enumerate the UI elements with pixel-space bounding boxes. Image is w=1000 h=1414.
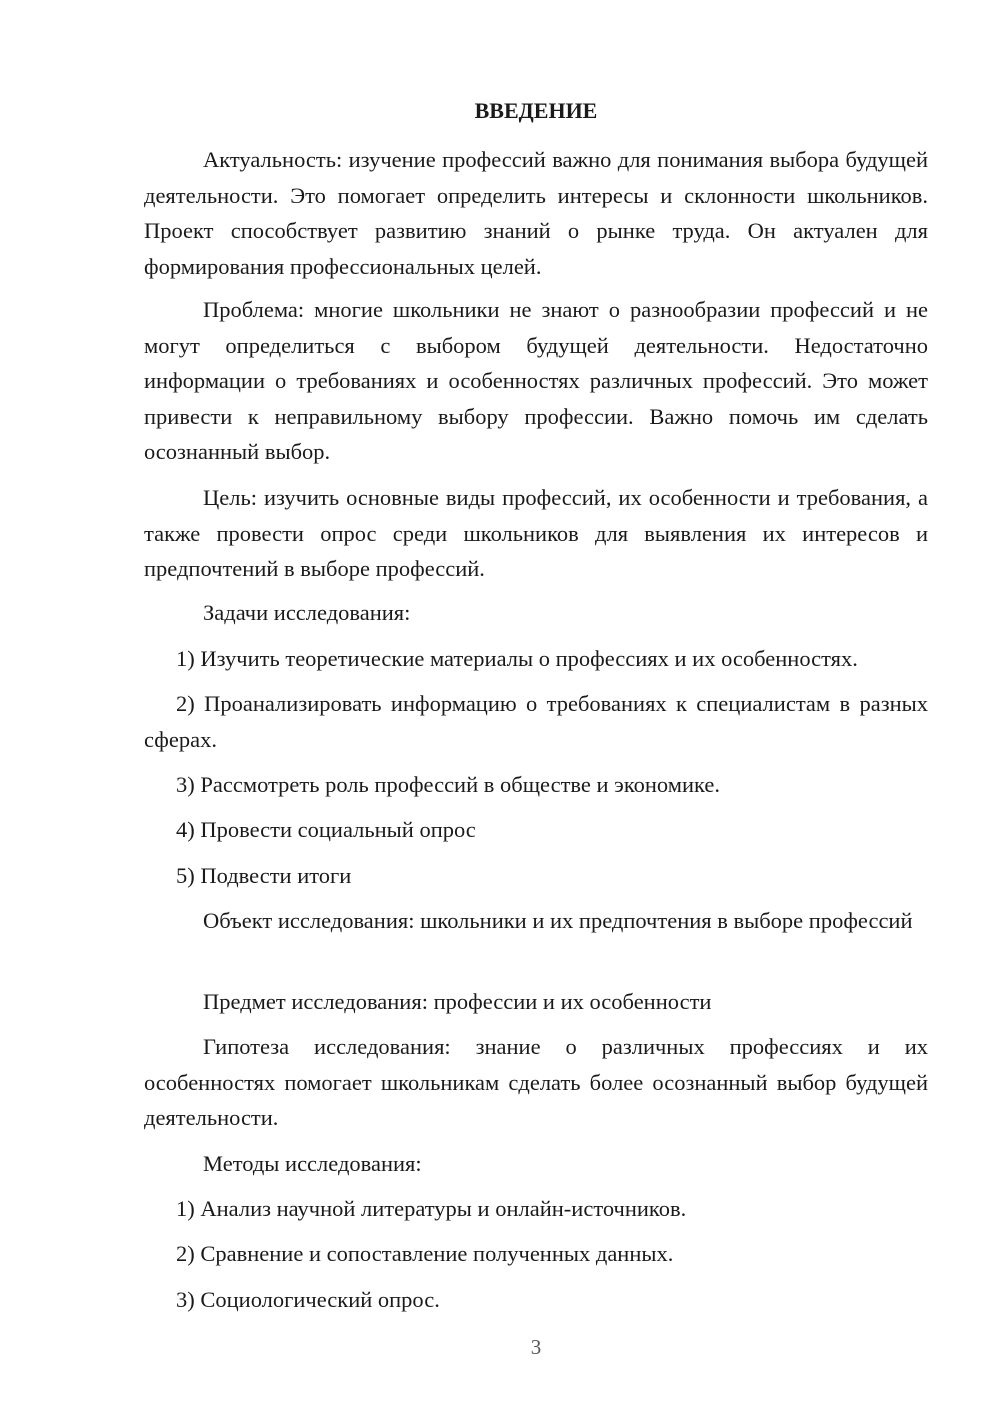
subject-paragraph: Предмет исследования: профессии и их особенности [203, 989, 712, 1014]
page-number: 3 [530, 1335, 542, 1359]
task-item: 3) Рассмотреть роль профессий в обществе и экономике. [176, 772, 720, 797]
tasks-heading: Задачи исследования: [203, 600, 411, 625]
problem-paragraph: Проблема: многие школьники не знают о разнообразии профессий и не могут определиться с выбором будущей деятельности. Недостаточно информации о требованиях и особенностях различных профессий. Это может привести к неправильному выбору профессии. Важно помочь им сделать осознанный выбор. [144, 297, 928, 464]
methods-heading: Методы исследования: [203, 1151, 422, 1176]
page-title: ВВЕДЕНИЕ [474, 98, 598, 123]
relevance-paragraph: Актуальность: изучение профессий важно для понимания выбора будущей деятельности. Это помогает определить интересы и склонности школьников. Проект способствует развитию знаний о рынке труда. Он актуален для формирования профессиональных целей. [144, 147, 928, 279]
method-item: 1) Анализ научной литературы и онлайн-источников. [176, 1196, 687, 1221]
hypothesis-paragraph: Гипотеза исследования: знание о различных профессиях и их особенностях помогает школьникам сделать более осознанный выбор будущей деятельности. [144, 1034, 928, 1130]
method-item: 2) Сравнение и сопоставление полученных данных. [176, 1241, 674, 1266]
task-item: 5) Подвести итоги [176, 863, 352, 888]
task-item: 4) Провести социальный опрос [176, 817, 476, 842]
task-item: 1) Изучить теоретические материалы о профессиях и их особенностях. [176, 646, 858, 671]
method-item: 3) Социологический опрос. [176, 1287, 440, 1312]
goal-paragraph: Цель: изучить основные виды профессий, их особенности и требования, а также провести опрос среди школьников для выявления их интересов и предпочтений в выборе профессий. [144, 485, 928, 581]
object-paragraph: Объект исследования: школьники и их предпочтения в выборе профессий [203, 908, 913, 933]
task-item: 2) Проанализировать информацию о требованиях к специалистам в разных сферах. [144, 691, 928, 752]
